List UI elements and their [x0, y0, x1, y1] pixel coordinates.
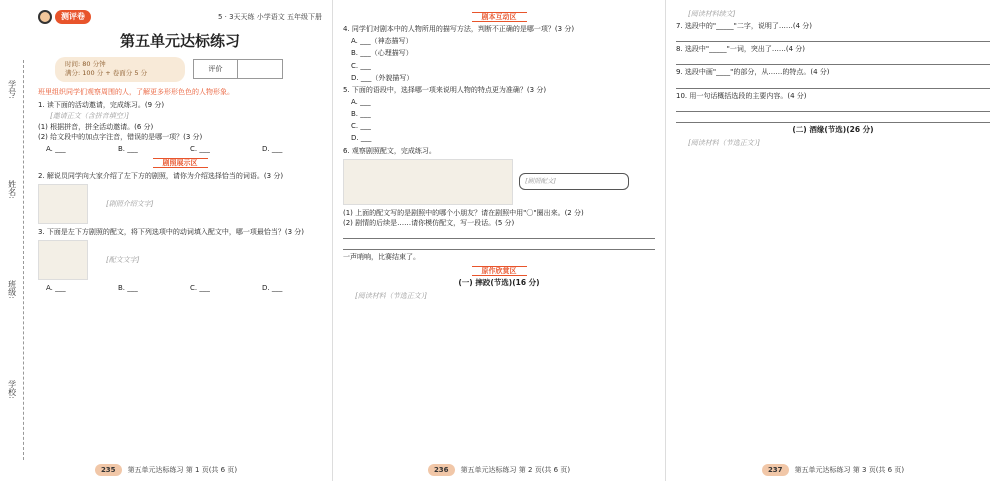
page-number: 236: [428, 464, 455, 476]
brand: [38, 10, 91, 24]
passage-2-text: [阅读材料（节选正文）]: [688, 138, 760, 147]
option-d[interactable]: D. ___: [262, 145, 283, 154]
score-text: 满分: 100 分 + 卷面分 5 分: [65, 69, 148, 78]
option-a[interactable]: A. ___: [46, 283, 66, 292]
question-8: [676, 44, 990, 65]
speech-bubble: [剧照配文]: [519, 173, 629, 190]
page-footer-text: 第五单元达标练习 第 1 页(共 6 页): [127, 465, 238, 474]
option-d[interactable]: D. ___（外貌描写）: [351, 73, 414, 82]
question-3: [38, 227, 322, 293]
page-footer: [0, 464, 332, 476]
question-1-text: [邀请正文（含拼音填空）]: [50, 111, 129, 120]
activity-tip: 班里组织同学们观察周围的人，了解更多形形色色的人物形象。: [38, 87, 234, 96]
student-name-label: 姓名:: [7, 180, 17, 199]
time-text: 时间: 80 分钟: [65, 59, 106, 68]
option-a[interactable]: A. ___: [46, 145, 66, 154]
answer-line[interactable]: [676, 56, 990, 65]
page-title: 第五单元达标练习: [119, 32, 240, 50]
question-1-sub1: (1) 根据拼音，拼全活动邀请。(6 分): [38, 123, 154, 132]
option-b[interactable]: B. ___: [118, 145, 138, 154]
question-6-end: 一声哨响，比赛结束了。: [343, 252, 420, 261]
page-header: [38, 8, 322, 26]
question-5-options: [351, 97, 655, 144]
question-1-sub2: (2) 给文段中的加点字注音，错误的是哪一项？(3 分): [38, 133, 203, 142]
section-interact-title: [343, 12, 655, 22]
question-1: [38, 100, 322, 155]
section-drama-label: 剧照展示区: [153, 158, 208, 168]
answer-line[interactable]: [676, 80, 990, 89]
student-info-strip: [4, 60, 30, 460]
page-footer: [333, 464, 665, 476]
drama-photo-ball: [38, 184, 88, 224]
question-6: [343, 146, 655, 263]
option-a[interactable]: A. ___: [351, 97, 371, 106]
school-label: 学校:: [7, 380, 17, 399]
option-b[interactable]: B. ___（心理描写）: [351, 49, 413, 58]
evaluation-field[interactable]: [238, 60, 282, 78]
answer-line[interactable]: [676, 114, 990, 123]
tug-of-war-row: [343, 159, 655, 205]
option-c[interactable]: C. ___: [190, 145, 210, 154]
page-number: 237: [762, 464, 789, 476]
question-3-text: [配文文字]: [106, 255, 140, 264]
question-7-label: 7. 选段中的"_____"二字，说明了……(4 分): [676, 22, 812, 31]
tug-of-war-photo[interactable]: [343, 159, 513, 205]
question-3-label: 3. 下面是左下方剧照的配文，将下列选项中的动词填入配文中，哪一项最恰当？(3 分): [38, 227, 305, 236]
page-footer: [666, 464, 1000, 476]
drama-photo-jump: [38, 240, 88, 280]
page-2: [333, 0, 666, 481]
section-interact-label: 剧本互动区: [472, 12, 527, 22]
page-3: [666, 0, 1000, 481]
answer-line[interactable]: [343, 230, 655, 239]
question-7: [676, 21, 990, 42]
option-c[interactable]: C. ___: [351, 122, 371, 131]
passage-1-continued: [阅读材料续文]: [688, 10, 736, 18]
answer-line[interactable]: [676, 103, 990, 112]
option-d[interactable]: D. ___: [262, 283, 283, 292]
time-score-box: [55, 57, 185, 82]
question-2-text: [剧照介绍文字]: [106, 199, 154, 208]
question-2-body: [38, 184, 322, 224]
question-10: [676, 91, 990, 123]
passage-1-title: (一) 摔跤(节选)(16 分): [458, 278, 540, 288]
evaluation-box: [193, 59, 283, 79]
passage-2-title: (二) 酒缘(节选)(26 分): [792, 124, 874, 134]
evaluation-label: 评价: [194, 60, 238, 78]
passage-1-text: [阅读材料（节选正文）]: [355, 292, 427, 301]
binding-line: [23, 60, 24, 460]
question-4-options: [351, 36, 655, 83]
page-footer-text: 第五单元达标练习 第 2 页(共 6 页): [460, 465, 571, 474]
option-b[interactable]: B. ___: [118, 283, 138, 292]
question-3-options: [46, 283, 322, 293]
question-5-label: 5. 下面的语段中，选择哪一项来说明人物的特点更为准确？(3 分): [343, 85, 547, 94]
option-a[interactable]: A. ___（神态描写）: [351, 37, 413, 46]
mascot-icon: [38, 10, 52, 24]
question-6-sub1: (1) 上面的配文写的是剧照中的哪个小朋友？请在剧照中用"〇"圈出来。(2 分): [343, 208, 584, 217]
student-id-label: 学号:: [7, 80, 17, 99]
series-label: 5 · 3天天练 小学语文 五年级下册: [217, 12, 322, 21]
page-number: 235: [95, 464, 122, 476]
section-read-label: 原作欣赏区: [472, 266, 527, 276]
question-1-label: 1. 读下面的活动邀请，完成练习。(9 分): [38, 100, 165, 109]
question-6-label: 6. 观察剧照配文，完成练习。: [343, 146, 436, 155]
question-6-sub2: (2) 剧情的后续是……请你模仿配文，写一段话。(5 分): [343, 218, 515, 227]
section-read-title: [343, 266, 655, 276]
question-1-options: [46, 144, 322, 154]
option-c[interactable]: C. ___: [351, 61, 371, 70]
brand-badge: 测评卷: [55, 10, 91, 24]
option-c[interactable]: C. ___: [190, 283, 210, 292]
question-8-label: 8. 选段中"_____"一词，突出了……(4 分): [676, 45, 805, 54]
class-label: 班级:: [7, 280, 17, 299]
question-4-label: 4. 同学们对剧本中的人物所用的描写方法，判断不正确的是哪一项？(3 分): [343, 25, 575, 34]
question-10-label: 10. 用一句话概括选段的主要内容。(4 分): [676, 91, 807, 100]
section-drama-title: [38, 158, 322, 168]
answer-line[interactable]: [343, 241, 655, 250]
question-9-label: 9. 选段中画"____"的部分，从……的特点。(4 分): [676, 68, 830, 77]
page-1: [0, 0, 333, 481]
question-3-body: [38, 240, 322, 280]
question-9: [676, 67, 990, 88]
exam-info: [55, 57, 305, 82]
page-footer-text: 第五单元达标练习 第 3 页(共 6 页): [794, 465, 905, 474]
option-b[interactable]: B. ___: [351, 110, 371, 119]
answer-line[interactable]: [676, 33, 990, 42]
question-4: [343, 24, 655, 83]
question-2-label: 2. 解说员同学向大家介绍了左下方的剧照，请你为介绍选择恰当的词语。(3 分): [38, 171, 284, 180]
question-5: [343, 85, 655, 144]
option-d[interactable]: D. ___: [351, 134, 372, 143]
question-2: [38, 171, 322, 224]
